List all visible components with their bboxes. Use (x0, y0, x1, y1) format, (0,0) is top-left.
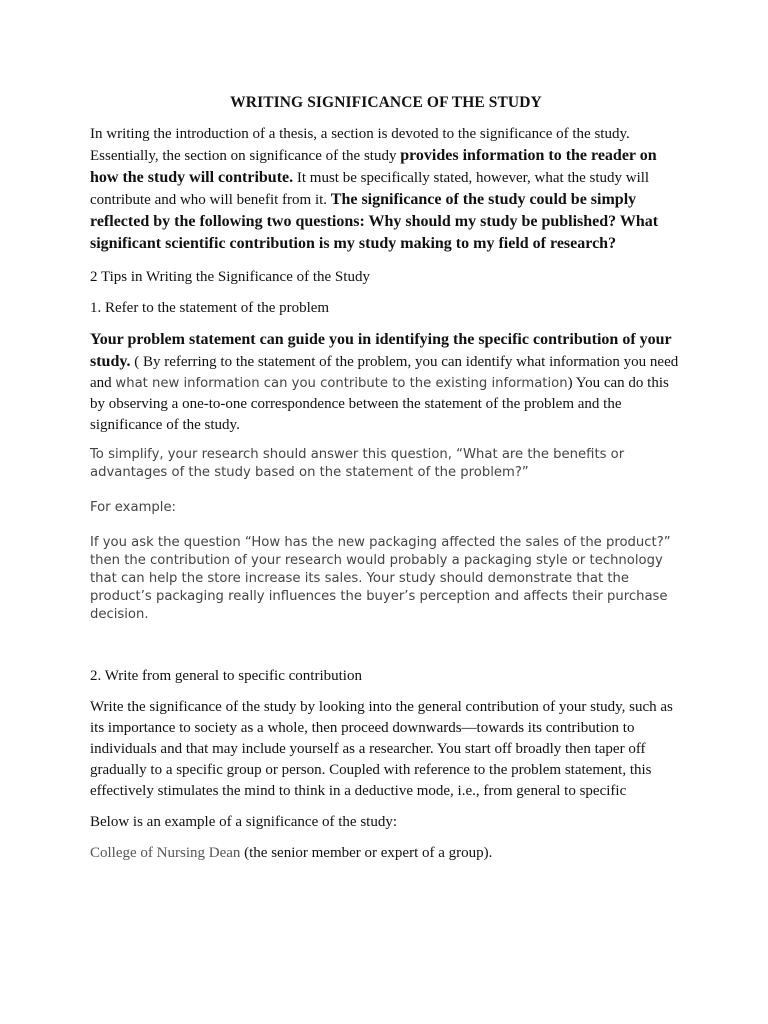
simplify-paragraph: To simplify, your research should answer this question, “What are the benefits or advantages of the study based on the statement of the problem?” (90, 447, 625, 480)
intro-bold-2: The significance of the study could be simply reflected by the following two questions: Why should my study be published? What significant scientific contribution is my study making to my field of research? (90, 191, 659, 252)
tip1-paragraph (90, 329, 682, 436)
intro-text-2: It must be specifically stated, however, what the study will contribute and who will benefit from it. (90, 170, 650, 208)
tip2-paragraph: Write the significance of the study by looking into the general contribution of your study, such as its importance to society as a whole, then proceed downwards—towards its contribution to individuals and that may include yourself as a researcher. You start off broadly then taper off gradually to a specific group or person. Coupled with reference to the problem statement, this effectively stimulates the mind to think in a deductive mode, i.e., from general to specific (90, 699, 673, 799)
nursing-line (90, 843, 682, 864)
tip2-heading: 2. Write from general to specific contribution (90, 668, 362, 684)
intro-bold-1: provides information to the reader on how the study will contribute. (90, 147, 657, 186)
tip1-sans: what new information can you contribute to the existing information (115, 376, 568, 391)
document-title: WRITING SIGNIFICANCE OF THE STUDY (230, 94, 542, 111)
intro-text-1: In writing the introduction of a thesis, a section is devoted to the significance of the study. Essentially, the section on significance of the study (90, 126, 630, 164)
nursing-grey-text: College of Nursing Dean (90, 845, 241, 861)
tips-heading: 2 Tips in Writing the Significance of the Study (90, 269, 370, 285)
tip1-text-2: ) You can do this by observing a one-to-one correspondence between the statement of the problem and the significance of the study. (90, 375, 669, 433)
for-example-label: For example: (90, 500, 177, 515)
below-example-line: Below is an example of a significance of the study: (90, 814, 397, 830)
tip1-text-1: ( By referring to the statement of the problem, you can identify what information you need and (90, 354, 679, 391)
intro-paragraph (90, 124, 682, 255)
nursing-rest-text: (the senior member or expert of a group). (240, 845, 493, 861)
example-paragraph: If you ask the question “How has the new packaging affected the sales of the product?” then the contribution of your research would probably a packaging style or technology that can help the store increase its sales. Your study should demonstrate that the product’s packaging really influences the buyer’s perception and affects their purchase decision. (90, 535, 671, 622)
document-page (90, 88, 682, 864)
tip1-bold: Your problem statement can guide you in identifying the specific contribution of your study. (90, 331, 672, 370)
tip1-heading: 1. Refer to the statement of the problem (90, 300, 330, 316)
